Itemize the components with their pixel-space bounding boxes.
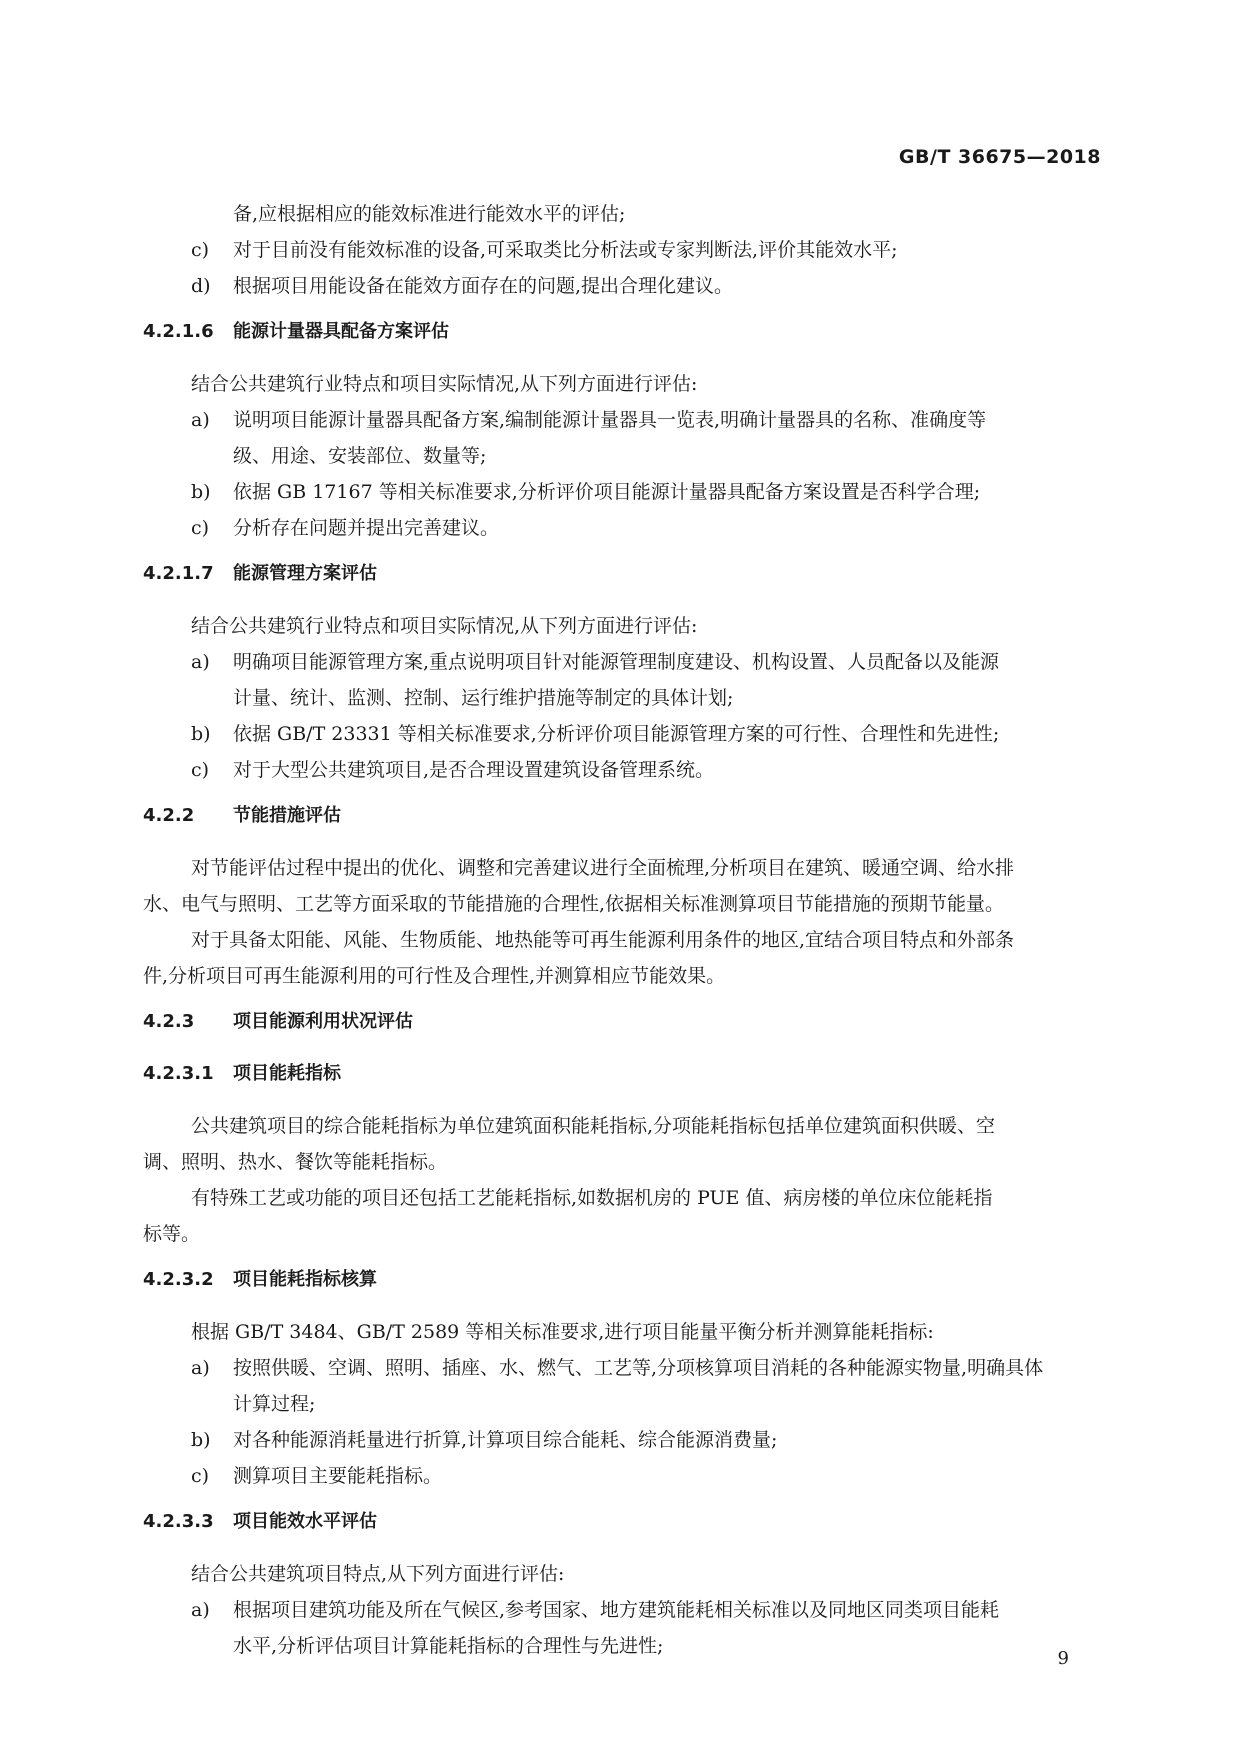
section-title: 能源管理方案评估 bbox=[233, 563, 377, 584]
list-item-label: c) bbox=[191, 239, 210, 261]
list-item-text: 依据 GB/T 23331 等相关标准要求,分析评价项目能源管理方案的可行性、合理性和先进性; bbox=[233, 723, 1000, 745]
list-item-text: 依据 GB 17167 等相关标准要求,分析评价项目能源计量器具配备方案设置是否科学合理; bbox=[233, 481, 981, 503]
paragraph: 根据 GB/T 3484、GB/T 2589 等相关标准要求,进行项目能量平衡分析并测算能耗指标: bbox=[191, 1321, 934, 1343]
page-number: 9 bbox=[1057, 1648, 1069, 1669]
list-item-label: b) bbox=[191, 723, 211, 745]
section-number: 4.2.1.7 bbox=[143, 563, 214, 584]
section-number: 4.2.3.1 bbox=[143, 1063, 214, 1084]
list-item bbox=[143, 232, 1101, 268]
section-heading bbox=[143, 1252, 1101, 1304]
paragraph-continuation: 水、电气与照明、工艺等方面采取的节能措施的合理性,依据相关标准测算项目节能措施的预期节能量。 bbox=[143, 893, 1005, 915]
list-item bbox=[143, 716, 1101, 752]
list-item bbox=[143, 644, 1101, 680]
list-item-label: a) bbox=[191, 1599, 210, 1621]
paragraph: 对于具备太阳能、风能、生物质能、地热能等可再生能源利用条件的地区,宜结合项目特点和外部条 bbox=[191, 929, 1015, 951]
section-heading bbox=[143, 304, 1101, 356]
paragraph-continuation: 标等。 bbox=[143, 1223, 201, 1245]
section-title: 项目能耗指标 bbox=[233, 1063, 341, 1084]
section-number: 4.2.3.2 bbox=[143, 1269, 214, 1290]
list-item-label: b) bbox=[191, 1429, 211, 1451]
list-item-text: 根据项目建筑功能及所在气候区,参考国家、地方建筑能耗相关标准以及同地区同类项目能耗 bbox=[233, 1599, 1000, 1621]
section-title: 项目能效水平评估 bbox=[233, 1511, 377, 1532]
section-title: 节能措施评估 bbox=[233, 805, 341, 826]
list-item-text: 对于大型公共建筑项目,是否合理设置建筑设备管理系统。 bbox=[233, 759, 715, 781]
section-number: 4.2.2 bbox=[143, 805, 195, 826]
list-item-text: 明确项目能源管理方案,重点说明项目针对能源管理制度建设、机构设置、人员配备以及能源 bbox=[233, 651, 1000, 673]
section-heading bbox=[143, 788, 1101, 840]
paragraph: 结合公共建筑行业特点和项目实际情况,从下列方面进行评估: bbox=[191, 615, 698, 637]
list-item-continuation: 水平,分析评估项目计算能耗指标的合理性与先进性; bbox=[233, 1635, 664, 1657]
list-item-continuation: 计量、统计、监测、控制、运行维护措施等制定的具体计划; bbox=[233, 687, 734, 709]
standard-number: GB/T 36675—2018 bbox=[898, 146, 1101, 168]
section-number: 4.2.3.3 bbox=[143, 1511, 214, 1532]
list-item bbox=[143, 510, 1101, 546]
list-item bbox=[143, 1350, 1101, 1386]
list-item-label: c) bbox=[191, 517, 210, 539]
list-item-text: 根据项目用能设备在能效方面存在的问题,提出合理化建议。 bbox=[233, 275, 734, 297]
paragraph-continuation: 调、照明、热水、餐饮等能耗指标。 bbox=[143, 1151, 448, 1173]
paragraph: 有特殊工艺或功能的项目还包括工艺能耗指标,如数据机房的 PUE 值、病房楼的单位床位能耗指 bbox=[191, 1187, 993, 1209]
paragraph: 结合公共建筑行业特点和项目实际情况,从下列方面进行评估: bbox=[191, 373, 698, 395]
list-item-label: a) bbox=[191, 651, 210, 673]
list-item bbox=[143, 1592, 1101, 1628]
document-body bbox=[143, 196, 1101, 1664]
list-item-label: a) bbox=[191, 1357, 210, 1379]
section-heading bbox=[143, 1046, 1101, 1098]
paragraph-continuation: 件,分析项目可再生能源利用的可行性及合理性,并测算相应节能效果。 bbox=[143, 965, 726, 987]
list-item-text: 测算项目主要能耗指标。 bbox=[233, 1465, 443, 1487]
list-item-text: 对各种能源消耗量进行折算,计算项目综合能耗、综合能源消费量; bbox=[233, 1429, 778, 1451]
list-item bbox=[143, 1458, 1101, 1494]
list-item bbox=[143, 402, 1101, 438]
list-item-text: 按照供暖、空调、照明、插座、水、燃气、工艺等,分项核算项目消耗的各种能源实物量,明确具体 bbox=[233, 1357, 1044, 1379]
list-item-continuation: 备,应根据相应的能效标准进行能效水平的评估; bbox=[233, 203, 626, 225]
list-item bbox=[143, 268, 1101, 304]
list-item bbox=[143, 752, 1101, 788]
section-heading bbox=[143, 1494, 1101, 1546]
list-item-label: c) bbox=[191, 759, 210, 781]
section-title: 项目能耗指标核算 bbox=[233, 1269, 377, 1290]
list-item bbox=[143, 474, 1101, 510]
list-item-label: a) bbox=[191, 409, 210, 431]
section-number: 4.2.3 bbox=[143, 1011, 195, 1032]
section-heading bbox=[143, 546, 1101, 598]
list-item-text: 分析存在问题并提出完善建议。 bbox=[233, 517, 500, 539]
list-item-label: b) bbox=[191, 481, 211, 503]
list-item-continuation: 计算过程; bbox=[233, 1393, 316, 1415]
section-number: 4.2.1.6 bbox=[143, 321, 214, 342]
list-item bbox=[143, 1422, 1101, 1458]
paragraph: 公共建筑项目的综合能耗指标为单位建筑面积能耗指标,分项能耗指标包括单位建筑面积供暖、空 bbox=[191, 1115, 996, 1137]
section-title: 能源计量器具配备方案评估 bbox=[233, 321, 449, 342]
list-item-text: 对于目前没有能效标准的设备,可采取类比分析法或专家判断法,评价其能效水平; bbox=[233, 239, 898, 261]
list-item-label: d) bbox=[191, 275, 211, 297]
list-item-continuation: 级、用途、安装部位、数量等; bbox=[233, 445, 487, 467]
list-item-text: 说明项目能源计量器具配备方案,编制能源计量器具一览表,明确计量器具的名称、准确度等 bbox=[233, 409, 987, 431]
paragraph: 结合公共建筑项目特点,从下列方面进行评估: bbox=[191, 1563, 565, 1585]
section-title: 项目能源利用状况评估 bbox=[233, 1011, 413, 1032]
section-heading bbox=[143, 994, 1101, 1046]
paragraph: 对节能评估过程中提出的优化、调整和完善建议进行全面梳理,分析项目在建筑、暖通空调、给水排 bbox=[191, 857, 1015, 879]
list-item-label: c) bbox=[191, 1465, 210, 1487]
